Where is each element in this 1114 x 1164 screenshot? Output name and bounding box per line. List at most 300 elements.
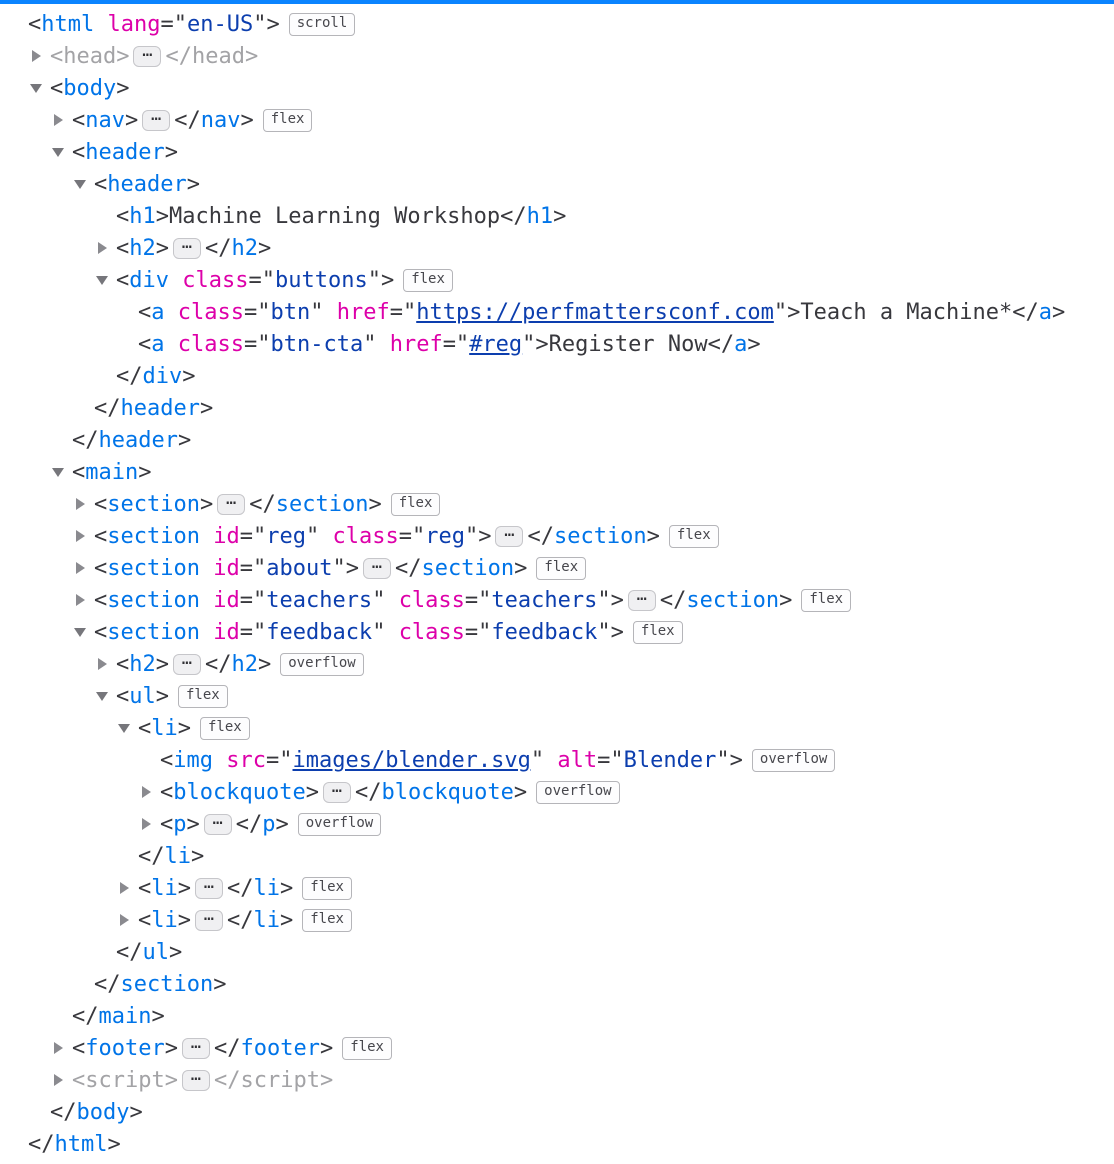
flex-badge[interactable]: flex	[178, 685, 228, 708]
syntax-punctuation: </	[500, 203, 527, 229]
syntax-punctuation: </	[213, 1035, 241, 1061]
syntax-punctuation: >	[177, 907, 191, 933]
syntax-punctuation: ">	[716, 747, 743, 773]
syntax-punctuation: >	[258, 235, 272, 261]
show-inline-children-ellipsis-button[interactable]: ⋯	[182, 1038, 210, 1059]
syntax-punctuation: >	[107, 1131, 121, 1157]
tag-name: section	[553, 523, 647, 549]
attribute-value: reg	[425, 523, 465, 549]
syntax-punctuation: >	[779, 587, 793, 613]
syntax-punctuation: <	[72, 107, 86, 133]
syntax-punctuation: ="	[248, 267, 275, 293]
syntax-punctuation: ="	[239, 619, 267, 645]
show-inline-children-ellipsis-button[interactable]: ⋯	[173, 654, 201, 675]
collapsed-twisty-icon[interactable]	[44, 1032, 72, 1064]
node-markup	[138, 876, 293, 901]
syntax-punctuation	[200, 524, 213, 549]
tag-name: h2	[129, 235, 156, 261]
flex-badge[interactable]: flex	[391, 493, 441, 516]
tag-name: section	[275, 491, 369, 517]
flex-badge[interactable]: flex	[342, 1037, 392, 1060]
tree-row-body-close[interactable]	[0, 1096, 1114, 1128]
show-inline-children-ellipsis-button[interactable]: ⋯	[173, 238, 201, 259]
node-markup	[94, 972, 226, 997]
syntax-punctuation: ="	[243, 299, 271, 325]
syntax-punctuation: </	[707, 331, 735, 357]
tree-row-section-teachers-collapsed[interactable]	[0, 584, 1114, 616]
node-markup	[138, 908, 293, 933]
syntax-punctuation: </	[235, 811, 263, 837]
tree-row-ul-close[interactable]	[0, 936, 1114, 968]
tag-name: section	[107, 619, 200, 645]
syntax-punctuation: >	[191, 843, 205, 869]
syntax-punctuation: <	[138, 299, 152, 325]
tag-name: h1	[129, 203, 156, 229]
show-inline-children-ellipsis-button[interactable]: ⋯	[195, 878, 223, 899]
tag-name: section	[120, 971, 214, 997]
tree-row-ul-open[interactable]	[0, 680, 1114, 712]
syntax-punctuation: ">	[773, 299, 801, 325]
syntax-punctuation: <	[94, 555, 108, 581]
collapsed-twisty-icon[interactable]	[66, 488, 94, 520]
tree-row-header-open[interactable]	[0, 136, 1114, 168]
syntax-punctuation: ="	[389, 299, 417, 325]
node-markup	[116, 364, 196, 389]
syntax-punctuation: </	[659, 587, 687, 613]
tree-row-script-collapsed[interactable]	[0, 1064, 1114, 1096]
text-content: Teach a Machine*	[800, 299, 1013, 325]
syntax-punctuation: >	[275, 811, 289, 837]
syntax-punctuation: >	[169, 939, 183, 965]
tree-row-li-open[interactable]	[0, 712, 1114, 744]
tree-row-blockquote-collapsed[interactable]	[0, 776, 1114, 808]
node-markup	[116, 236, 271, 261]
syntax-punctuation: </	[227, 907, 254, 933]
tag-name: head	[191, 43, 245, 69]
syntax-punctuation: ="	[239, 587, 267, 613]
flex-badge[interactable]: flex	[536, 557, 586, 580]
syntax-punctuation: </	[94, 971, 121, 997]
text-content: Register Now	[548, 331, 708, 357]
collapsed-twisty-icon[interactable]	[66, 552, 94, 584]
node-markup	[72, 1036, 333, 1061]
syntax-punctuation: ">	[253, 11, 280, 37]
syntax-punctuation: >	[177, 875, 191, 901]
syntax-punctuation: >	[213, 971, 227, 997]
tag-name: html	[41, 11, 95, 37]
syntax-punctuation: >	[305, 779, 319, 805]
overflow-badge[interactable]: overflow	[298, 813, 381, 836]
tree-row-section-feedback-close[interactable]	[0, 968, 1114, 1000]
attribute-value: reg	[266, 523, 306, 549]
node-markup	[160, 780, 527, 805]
overflow-badge[interactable]: overflow	[752, 749, 835, 772]
collapsed-twisty-icon[interactable]	[110, 872, 138, 904]
tag-name: div	[142, 363, 183, 389]
syntax-punctuation: "	[363, 331, 390, 357]
syntax-punctuation: <	[72, 1035, 86, 1061]
node-markup	[94, 524, 660, 549]
tag-name: main	[98, 1003, 152, 1029]
attribute-value: buttons	[274, 267, 368, 293]
tree-row-a-btn-cta-node[interactable]	[0, 328, 1114, 360]
show-inline-children-ellipsis-button[interactable]: ⋯	[142, 110, 170, 131]
tree-row-html-close[interactable]	[0, 1128, 1114, 1160]
syntax-punctuation: ">	[597, 587, 624, 613]
syntax-punctuation: "	[372, 619, 399, 645]
tag-name: footer	[85, 1035, 165, 1061]
show-inline-children-ellipsis-button[interactable]: ⋯	[204, 814, 232, 835]
tag-name: section	[107, 523, 200, 549]
syntax-punctuation: </	[213, 1067, 241, 1093]
attribute-name: class	[332, 523, 399, 549]
syntax-punctuation: <	[160, 811, 174, 837]
attribute-value-link: https://perfmattersconf.com	[416, 299, 774, 325]
syntax-punctuation: </	[50, 1099, 77, 1125]
syntax-punctuation: "	[372, 587, 399, 613]
tree-row-section-feedback-open[interactable]	[0, 616, 1114, 648]
node-markup	[72, 460, 151, 485]
syntax-punctuation: <	[72, 459, 86, 485]
show-inline-children-ellipsis-button[interactable]: ⋯	[363, 558, 391, 579]
twisty-spacer	[132, 744, 160, 776]
tag-name: footer	[240, 1035, 320, 1061]
syntax-punctuation: >	[646, 523, 660, 549]
tree-row-li-collapsed-2[interactable]	[0, 872, 1114, 904]
syntax-punctuation	[94, 12, 107, 37]
tree-row-div-buttons-open[interactable]	[0, 264, 1114, 296]
tag-name: section	[107, 555, 200, 581]
syntax-punctuation: ="	[597, 747, 624, 773]
attribute-value: about	[266, 555, 333, 581]
syntax-punctuation: ">	[522, 331, 549, 357]
show-inline-children-ellipsis-button[interactable]: ⋯	[217, 494, 245, 515]
syntax-punctuation: </	[394, 555, 422, 581]
tree-row-h2-collapsed[interactable]	[0, 232, 1114, 264]
node-markup	[28, 12, 280, 37]
show-inline-children-ellipsis-button[interactable]: ⋯	[195, 910, 223, 931]
twisty-spacer	[110, 840, 138, 872]
syntax-punctuation: <	[160, 747, 174, 773]
attribute-name: lang	[107, 11, 161, 37]
syntax-punctuation: </	[527, 523, 554, 549]
syntax-punctuation: ="	[266, 747, 293, 773]
syntax-punctuation: </	[94, 395, 121, 421]
show-inline-children-ellipsis-button[interactable]: ⋯	[323, 782, 351, 803]
node-markup	[138, 844, 204, 869]
flex-badge[interactable]: flex	[302, 909, 352, 932]
syntax-punctuation: >	[319, 1035, 334, 1061]
syntax-punctuation: <	[72, 1067, 86, 1093]
attribute-name: class	[177, 331, 244, 357]
tag-name: li	[253, 907, 280, 933]
tag-name: a	[1038, 299, 1053, 325]
syntax-punctuation: ="	[464, 619, 492, 645]
attribute-name: alt	[557, 747, 598, 773]
syntax-punctuation: <	[50, 43, 64, 69]
tag-name: li	[253, 875, 280, 901]
scroll-badge[interactable]: scroll	[289, 13, 356, 36]
syntax-punctuation: >	[280, 907, 294, 933]
tag-name: div	[129, 267, 169, 293]
syntax-punctuation: <	[116, 267, 130, 293]
syntax-punctuation: >	[155, 203, 169, 229]
syntax-punctuation: >	[368, 491, 382, 517]
syntax-punctuation: >	[138, 459, 152, 485]
expanded-twisty-icon[interactable]	[44, 136, 72, 168]
tree-row-h2-feedback-collapsed[interactable]	[0, 648, 1114, 680]
tree-row-li-collapsed-3[interactable]	[0, 904, 1114, 936]
tree-row-section-about-collapsed[interactable]	[0, 552, 1114, 584]
collapsed-twisty-icon[interactable]	[22, 40, 50, 72]
node-markup	[138, 716, 191, 741]
tree-row-div-close[interactable]	[0, 360, 1114, 392]
show-inline-children-ellipsis-button[interactable]: ⋯	[495, 526, 523, 547]
syntax-punctuation: ="	[243, 331, 271, 357]
syntax-punctuation: >	[116, 43, 130, 69]
expanded-twisty-icon[interactable]	[110, 712, 138, 744]
tag-name: head	[63, 43, 117, 69]
collapsed-twisty-icon[interactable]	[88, 648, 116, 680]
attribute-name: id	[213, 587, 240, 613]
attribute-name: class	[398, 587, 465, 613]
tree-row-section-collapsed[interactable]	[0, 488, 1114, 520]
node-markup	[138, 332, 761, 357]
tree-row-a-btn-node[interactable]	[0, 296, 1114, 328]
expanded-twisty-icon[interactable]	[88, 264, 116, 296]
tag-name: p	[173, 811, 187, 837]
syntax-punctuation	[165, 300, 178, 325]
collapsed-twisty-icon[interactable]	[66, 584, 94, 616]
flex-badge[interactable]: flex	[801, 589, 851, 612]
syntax-punctuation: <	[116, 683, 130, 709]
attribute-name: id	[213, 619, 240, 645]
twisty-spacer	[0, 8, 28, 40]
tree-row-header-inner-open[interactable]	[0, 168, 1114, 200]
tag-name: img	[173, 747, 213, 773]
syntax-punctuation: <	[94, 587, 108, 613]
syntax-punctuation: >	[177, 715, 191, 741]
syntax-punctuation: >	[177, 427, 192, 453]
syntax-punctuation: </	[72, 1003, 99, 1029]
syntax-punctuation: >	[319, 1067, 334, 1093]
flex-badge[interactable]: flex	[302, 877, 352, 900]
node-markup	[50, 44, 258, 69]
expanded-twisty-icon[interactable]	[22, 72, 50, 104]
syntax-punctuation: ">	[597, 619, 624, 645]
attribute-value: Blender	[623, 747, 717, 773]
tag-name: a	[734, 331, 748, 357]
tag-name: blockquote	[381, 779, 514, 805]
syntax-punctuation: </	[138, 843, 165, 869]
syntax-punctuation: ">	[367, 267, 395, 293]
node-markup	[94, 172, 200, 197]
syntax-punctuation: </	[205, 651, 232, 677]
overflow-badge[interactable]: overflow	[536, 781, 619, 804]
attribute-value: feedback	[266, 619, 373, 645]
flex-badge[interactable]: flex	[669, 525, 719, 548]
show-inline-children-ellipsis-button[interactable]: ⋯	[182, 1070, 210, 1091]
expanded-twisty-icon[interactable]	[88, 680, 116, 712]
syntax-punctuation: <	[138, 907, 152, 933]
syntax-punctuation: >	[125, 107, 139, 133]
tag-name: section	[107, 587, 200, 613]
node-markup	[116, 652, 271, 677]
twisty-spacer	[88, 936, 116, 968]
twisty-spacer	[88, 360, 116, 392]
markup-tree-view[interactable]	[0, 4, 1114, 1160]
tag-name: li	[151, 907, 178, 933]
syntax-punctuation: ="	[160, 11, 187, 37]
syntax-punctuation: ="	[442, 331, 470, 357]
syntax-punctuation: </	[116, 939, 143, 965]
syntax-punctuation: >	[116, 75, 130, 101]
tree-row-p-collapsed[interactable]	[0, 808, 1114, 840]
show-inline-children-ellipsis-button[interactable]: ⋯	[133, 46, 161, 67]
syntax-punctuation: >	[186, 811, 200, 837]
collapsed-twisty-icon[interactable]	[132, 808, 160, 840]
attribute-value: btn-cta	[270, 331, 364, 357]
tree-row-head-collapsed[interactable]	[0, 40, 1114, 72]
node-markup	[94, 396, 213, 421]
attribute-value: en-US	[186, 11, 254, 37]
syntax-punctuation: <	[138, 331, 152, 357]
flex-badge[interactable]: flex	[200, 717, 250, 740]
attribute-name: class	[182, 267, 249, 293]
tree-row-header-inner-close[interactable]	[0, 392, 1114, 424]
syntax-punctuation: <	[138, 715, 152, 741]
tag-name: a	[151, 331, 165, 357]
node-markup	[94, 588, 792, 613]
tag-name: section	[686, 587, 780, 613]
node-markup	[94, 492, 382, 517]
expanded-twisty-icon[interactable]	[66, 616, 94, 648]
attribute-name: href	[389, 331, 443, 357]
tag-name: nav	[200, 107, 241, 133]
syntax-punctuation: >	[129, 1099, 143, 1125]
flex-badge[interactable]: flex	[633, 621, 683, 644]
collapsed-twisty-icon[interactable]	[88, 232, 116, 264]
syntax-punctuation: <	[116, 651, 130, 677]
node-markup	[50, 1100, 143, 1125]
tag-name: h1	[526, 203, 554, 229]
tag-name: header	[98, 427, 178, 453]
syntax-punctuation: </	[354, 779, 382, 805]
attribute-value: teachers	[266, 587, 373, 613]
attribute-name: id	[213, 555, 240, 581]
collapsed-twisty-icon[interactable]	[44, 104, 72, 136]
syntax-punctuation: >	[258, 651, 272, 677]
syntax-punctuation: >	[514, 555, 528, 581]
syntax-punctuation: <	[116, 235, 130, 261]
overflow-badge[interactable]: overflow	[280, 653, 363, 676]
tag-name: h2	[129, 651, 156, 677]
twisty-spacer	[44, 424, 72, 456]
collapsed-twisty-icon[interactable]	[110, 904, 138, 936]
tree-row-li-close[interactable]	[0, 840, 1114, 872]
collapsed-twisty-icon[interactable]	[132, 776, 160, 808]
tree-row-html-open[interactable]	[0, 8, 1114, 40]
syntax-punctuation: >	[186, 171, 200, 197]
tag-name: h2	[231, 651, 258, 677]
twisty-spacer	[66, 392, 94, 424]
syntax-punctuation	[213, 748, 226, 773]
attribute-name: class	[177, 299, 244, 325]
tree-row-body-open[interactable]	[0, 72, 1114, 104]
syntax-punctuation: >	[155, 651, 169, 677]
syntax-punctuation: <	[94, 171, 108, 197]
syntax-punctuation: <	[72, 139, 86, 165]
tag-name: script	[240, 1067, 320, 1093]
tree-row-header-close[interactable]	[0, 424, 1114, 456]
syntax-punctuation: <	[138, 875, 152, 901]
attribute-value-link: #reg	[469, 331, 523, 357]
node-markup	[72, 428, 191, 453]
node-markup	[116, 940, 182, 965]
tree-row-h1-node[interactable]	[0, 200, 1114, 232]
syntax-punctuation	[169, 268, 182, 293]
collapsed-twisty-icon[interactable]	[44, 1064, 72, 1096]
syntax-punctuation: >	[280, 875, 294, 901]
syntax-punctuation: </	[28, 1131, 55, 1157]
syntax-punctuation: >	[199, 395, 214, 421]
tree-row-img-node[interactable]	[0, 744, 1114, 776]
expanded-twisty-icon[interactable]	[44, 456, 72, 488]
attribute-name: id	[213, 523, 240, 549]
node-markup	[94, 620, 624, 645]
syntax-punctuation: >	[513, 779, 528, 805]
twisty-spacer	[0, 1128, 28, 1160]
tree-row-main-open[interactable]	[0, 456, 1114, 488]
syntax-punctuation: </	[116, 363, 143, 389]
attribute-value: btn	[270, 299, 311, 325]
syntax-punctuation: >	[155, 683, 169, 709]
tag-name: section	[421, 555, 515, 581]
flex-badge[interactable]: flex	[263, 109, 313, 132]
syntax-punctuation: <	[50, 75, 64, 101]
syntax-punctuation	[200, 620, 213, 645]
syntax-punctuation: </	[165, 43, 192, 69]
attribute-name: class	[398, 619, 465, 645]
collapsed-twisty-icon[interactable]	[66, 520, 94, 552]
tree-row-main-close[interactable]	[0, 1000, 1114, 1032]
syntax-punctuation: >	[747, 331, 761, 357]
attribute-value: teachers	[491, 587, 598, 613]
twisty-spacer	[22, 1096, 50, 1128]
flex-badge[interactable]: flex	[403, 269, 453, 292]
tree-row-section-reg-collapsed[interactable]	[0, 520, 1114, 552]
twisty-spacer	[66, 968, 94, 1000]
tag-name: header	[107, 171, 187, 197]
expanded-twisty-icon[interactable]	[66, 168, 94, 200]
syntax-punctuation: >	[155, 235, 169, 261]
node-markup	[160, 748, 743, 773]
syntax-punctuation: </	[249, 491, 276, 517]
tag-name: nav	[85, 107, 125, 133]
syntax-punctuation: >	[164, 139, 178, 165]
node-markup	[138, 300, 1065, 325]
syntax-punctuation: >	[244, 43, 259, 69]
node-markup	[28, 1132, 121, 1157]
node-markup	[50, 76, 129, 101]
syntax-punctuation: ="	[239, 555, 267, 581]
tree-row-footer-collapsed[interactable]	[0, 1032, 1114, 1064]
attribute-value-link: images/blender.svg	[292, 747, 531, 773]
show-inline-children-ellipsis-button[interactable]: ⋯	[628, 590, 656, 611]
syntax-punctuation: ="	[464, 587, 492, 613]
syntax-punctuation: <	[160, 779, 174, 805]
tree-row-nav-collapsed[interactable]	[0, 104, 1114, 136]
